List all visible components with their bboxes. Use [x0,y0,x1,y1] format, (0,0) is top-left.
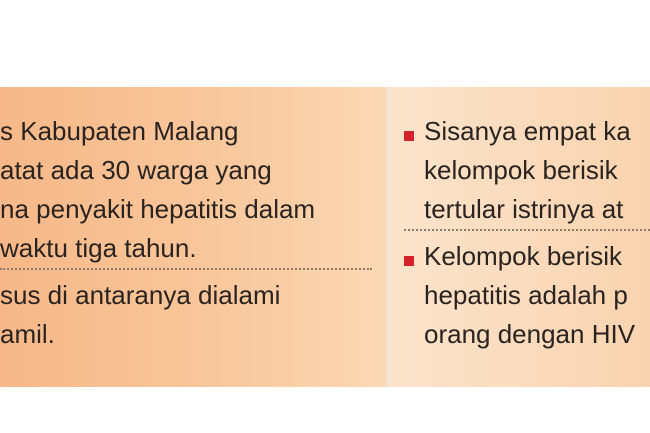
right-item-2 [424,237,635,354]
text-line: Sisanya empat ka [424,116,631,146]
text-line: orang dengan HIV [424,319,636,349]
left-panel [0,87,387,387]
left-paragraph-2 [0,276,280,354]
text-line: hepatitis adalah p [424,280,628,310]
info-box [0,87,650,387]
text-line: na penyakit hepatitis dalam [0,194,316,224]
text-line: sus di antaranya dialami [0,280,281,310]
text-line: Kelompok berisik [424,241,622,271]
text-line: s Kabupaten Malang [0,116,239,146]
dotted-separator [0,268,372,270]
left-paragraph-1 [0,112,315,268]
text-line: tertular istrinya at [424,194,624,224]
square-bullet-icon [404,256,414,266]
text-line: amil. [0,319,55,349]
square-bullet-icon [404,131,414,141]
right-item-1 [424,112,631,229]
text-line: waktu tiga tahun. [0,233,197,263]
dotted-separator [404,229,650,231]
text-line: kelompok berisik [424,155,618,185]
text-line: atat ada 30 warga yang [0,155,272,185]
right-panel [388,87,650,387]
